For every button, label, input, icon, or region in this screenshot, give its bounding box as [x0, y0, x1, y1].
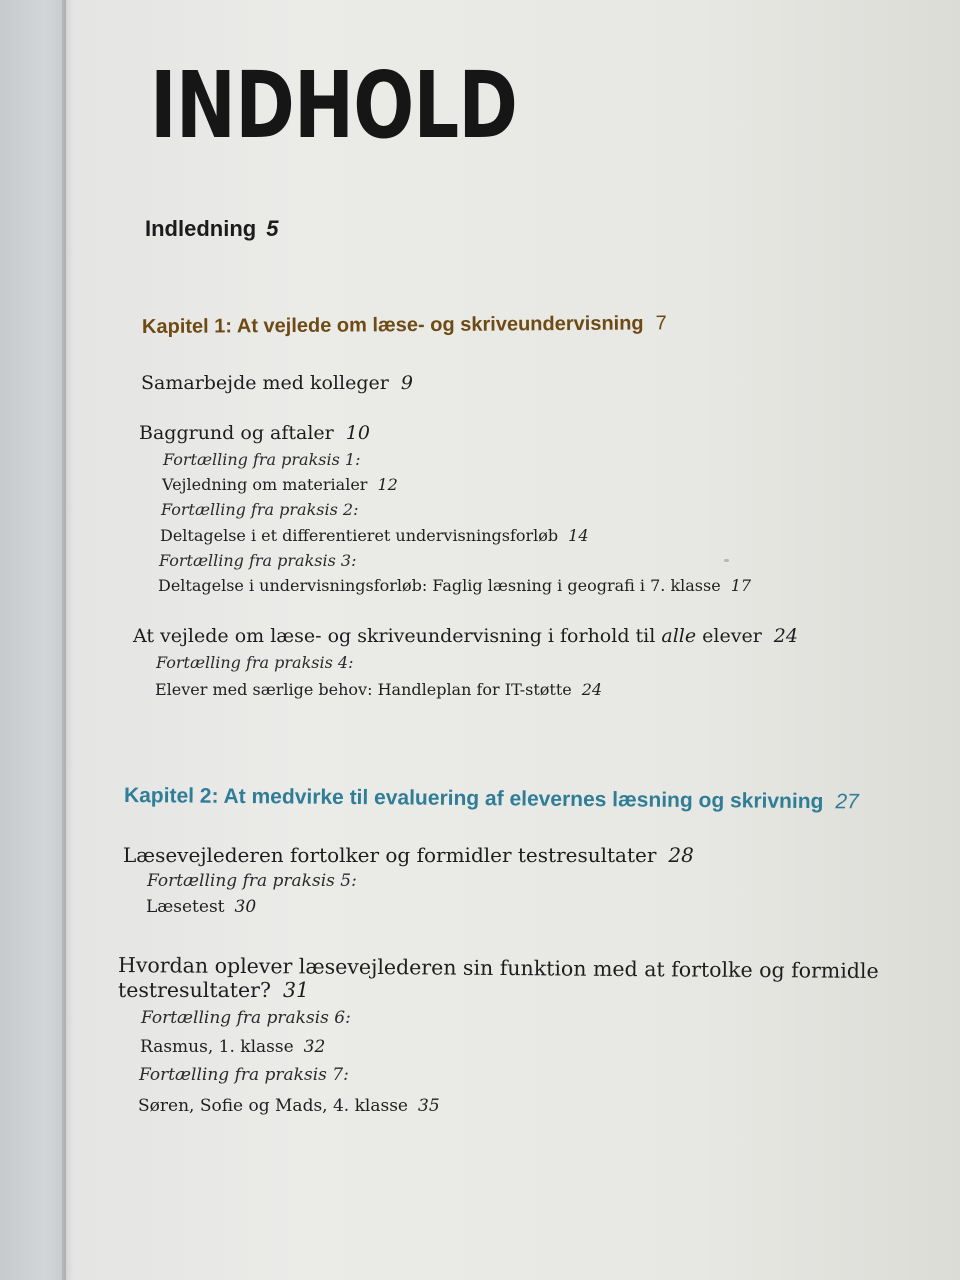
story-heading: Fortælling fra praksis 6: [141, 1008, 351, 1028]
section-label: Hvordan oplever læsevejlederen sin funktion med at fortolke og formidle [117, 953, 879, 983]
story-label: Vejledning om materialer [162, 475, 368, 494]
story-entry [158, 576, 751, 595]
story-label: Deltagelse i undervisningsforløb: Faglig læsning i geografi i 7. klasse [158, 576, 721, 595]
toc-entry-intro [145, 216, 278, 242]
section-page: 28 [668, 843, 694, 867]
story-entry [162, 475, 398, 494]
story-entry [160, 526, 589, 545]
story-page: 35 [418, 1096, 440, 1116]
story-label: Deltagelse i et differentieret undervisningsforløb [160, 526, 559, 545]
story-entry [138, 1096, 440, 1116]
section-emphasis: alle [661, 625, 697, 647]
toc-section [123, 843, 694, 867]
chapter-page: 7 [655, 312, 667, 335]
section-label: At vejlede om læse- og skriveundervisning i forhold til [133, 625, 656, 647]
section-label: Baggrund og aftaler [139, 422, 334, 444]
entry-page: 5 [266, 216, 279, 241]
story-entry [140, 1037, 325, 1057]
story-label: Læsetest [146, 897, 225, 917]
story-label: Rasmus, 1. klasse [140, 1037, 294, 1057]
paper-speck [724, 559, 729, 562]
chapter-heading-1 [142, 312, 667, 339]
story-page: 30 [234, 897, 257, 917]
toc-section [139, 422, 370, 444]
story-heading: Fortælling fra praksis 3: [159, 551, 357, 570]
story-page: 14 [568, 526, 589, 545]
section-page: 10 [345, 422, 370, 444]
chapter-page: 27 [835, 790, 859, 814]
chapter-label: Kapitel 1: At vejlede om læse- og skriveundervisning [141, 312, 644, 338]
story-label: Elever med særlige behov: Handleplan for IT-støtte [155, 680, 572, 699]
section-label: Læsevejlederen fortolker og formidler testresultater [123, 843, 657, 867]
story-page: 17 [730, 576, 752, 595]
section-label-tail: elever [702, 625, 762, 647]
story-heading: Fortælling fra praksis 5: [147, 871, 357, 891]
story-page: 32 [303, 1037, 326, 1057]
page-title: INDHOLD [150, 52, 518, 159]
story-heading: Fortælling fra praksis 2: [161, 500, 359, 519]
entry-label: Indledning [145, 216, 257, 241]
section-page: 24 [773, 625, 798, 647]
section-page: 31 [282, 978, 310, 1002]
section-label: testresultater? [118, 978, 271, 1002]
chapter-label: Kapitel 2: At medvirke til evaluering af elevernes læsning og skrivning [123, 784, 824, 814]
chapter-heading-2 [124, 784, 859, 814]
story-heading: Fortælling fra praksis 1: [163, 450, 361, 469]
story-page: 12 [377, 475, 398, 494]
toc-section [141, 372, 413, 394]
story-entry [155, 680, 602, 699]
toc-section [133, 625, 798, 647]
story-heading: Fortælling fra praksis 4: [156, 653, 354, 672]
story-label: Søren, Sofie og Mads, 4. klasse [138, 1096, 408, 1116]
section-page: 9 [400, 372, 413, 394]
story-heading: Fortælling fra praksis 7: [139, 1065, 349, 1085]
story-page: 24 [581, 680, 603, 699]
story-entry [146, 897, 256, 917]
section-label: Samarbejde med kolleger [141, 372, 389, 394]
toc-section-continued [118, 978, 309, 1002]
